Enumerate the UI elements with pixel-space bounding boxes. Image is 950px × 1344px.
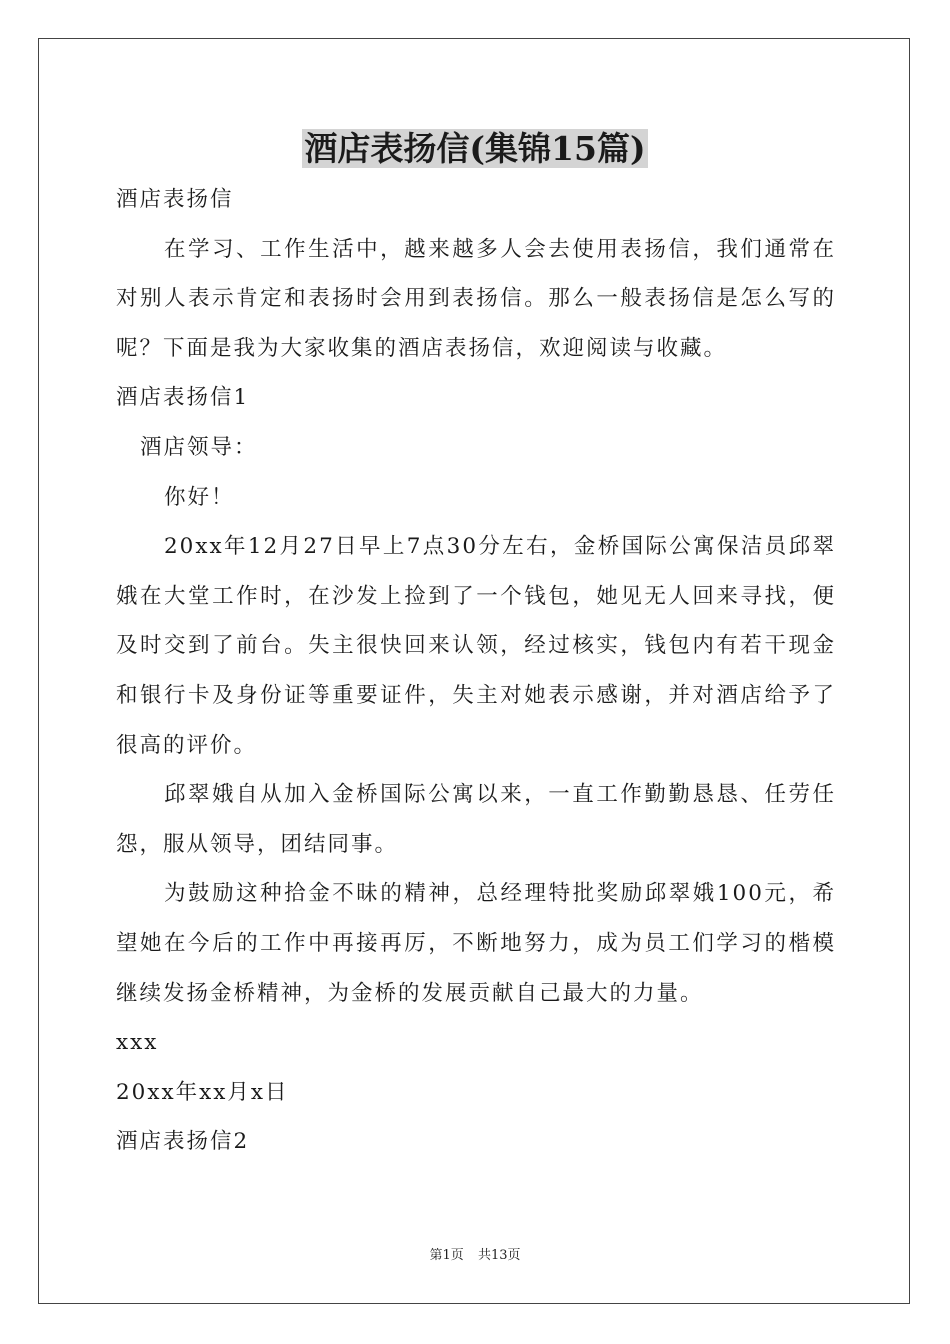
body-paragraph-2: 邱翠娥自从加入金桥国际公寓以来，一直工作勤勤恳恳、任劳任怨，服从领导，团结同事。 [116, 782, 836, 857]
document-body [116, 175, 836, 1167]
section-heading-1: 酒店表扬信1 [116, 385, 250, 411]
body-paragraph-3: 为鼓励这种拾金不昧的精神，总经理特批奖励邱翠娥100元，希望她在今后的工作中再接再厉，不断地努力，成为员工们学习的楷模继续发扬金桥精神，为金桥的发展贡献自己最大的力量。 [116, 881, 836, 1006]
intro-paragraph: 在学习、工作生活中，越来越多人会去使用表扬信，我们通常在对别人表示肯定和表扬时会用到表扬信。那么一般表扬信是怎么写的呢？下面是我为大家收集的酒店表扬信，欢迎阅读与收藏。 [116, 236, 836, 361]
signature-date: 20xx年xx月x日 [116, 1079, 289, 1105]
section-heading-2: 酒店表扬信2 [116, 1129, 250, 1155]
salutation: 酒店领导： [140, 434, 258, 460]
greeting: 你好！ [164, 484, 235, 510]
page-footer [0, 1246, 950, 1266]
signature-name: xxx [116, 1030, 159, 1056]
body-paragraph-1: 20xx年12月27日早上7点30分左右，金桥国际公寓保洁员邱翠娥在大堂工作时，在沙发上捡到了一个钱包，她见无人回来寻找，便及时交到了前台。失主很快回来认领，经过核实，钱包内有若干现金和银行卡及身份证等重要证件，失主对她表示感谢，并对酒店给予了很高的评价。 [116, 534, 836, 758]
document-title [0, 126, 950, 172]
page-number: 第1页 [429, 1248, 464, 1263]
section-heading: 酒店表扬信 [116, 187, 234, 212]
document-title-text: 酒店表扬信(集锦15篇) [304, 129, 646, 168]
total-pages: 共13页 [477, 1248, 521, 1263]
